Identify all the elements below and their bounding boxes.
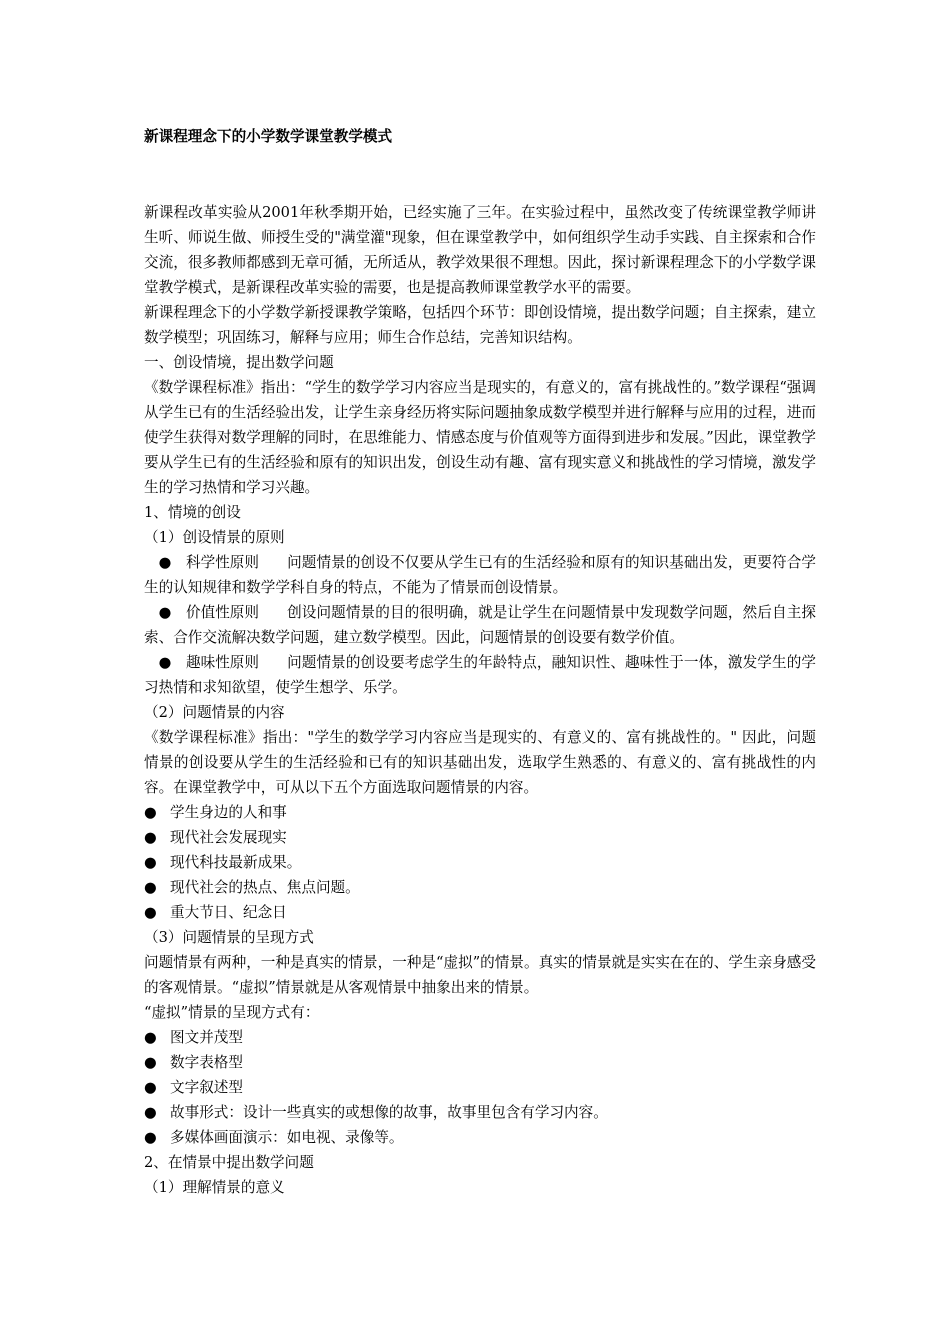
- subsection-heading: 1、情境的创设: [144, 504, 241, 521]
- bullet-icon: ●: [158, 604, 172, 621]
- virtual-intro: “虚拟”情景的呈现方式有：: [144, 1004, 320, 1021]
- list-item: ● 故事形式：设计一些真实的或想像的故事，故事里包含有学习内容。: [144, 1100, 816, 1125]
- bullet-icon: ●: [144, 1104, 157, 1121]
- document-title: 新课程理念下的小学数学课堂教学模式: [144, 128, 393, 145]
- intro-paragraph: 新课程改革实验从2001年秋季期开始，已经实施了三年。在实验过程中，虽然改变了传统课堂教学师讲生听、师说生做、师授生受的"满堂灌"现象，但在课堂教学中，如何组织学生动手实践、自主探索和合作交流，很多教师都感到无章可循，无所适从，教学效果很不理想。因此，探讨新课程理念下的小学数学课堂教学模式，是新课程改革实验的需要，也是提高教师课堂教学水平的需要。: [144, 204, 816, 296]
- sub-subsection-heading: （1）理解情景的意义: [144, 1179, 285, 1196]
- list-item: ● 现代科技最新成果。: [144, 850, 816, 875]
- principle-label: 趣味性原则: [186, 654, 259, 671]
- principle-text: 问题情景的创设不仅要从学生已有的生活经验和原有的知识基础出发，更要符合学生的认知规律和数学学科自身的特点，不能为了情景而创设情景。: [144, 554, 816, 596]
- list-item: ● 图文并茂型: [144, 1025, 816, 1050]
- bullet-icon: ●: [158, 654, 172, 671]
- document-body: [144, 200, 816, 1200]
- bullet-icon: ●: [158, 554, 172, 571]
- bullet-icon: ●: [144, 879, 157, 896]
- section-heading: 一、创设情境，提出数学问题: [144, 354, 334, 371]
- bullet-icon: ●: [144, 1129, 157, 1146]
- bullet-icon: ●: [144, 804, 157, 821]
- list-item: ● 文字叙述型: [144, 1075, 816, 1100]
- principle-item: [144, 600, 816, 650]
- bullet-icon: ●: [144, 829, 157, 846]
- list-item: ● 学生身边的人和事: [144, 800, 816, 825]
- principle-label: 价值性原则: [186, 604, 259, 621]
- principle-item: [144, 650, 816, 700]
- principle-label: 科学性原则: [186, 554, 259, 571]
- strategy-paragraph: 新课程理念下的小学数学新授课教学策略，包括四个环节：即创设情境，提出数学问题；自主探索，建立数学模型；巩固练习，解释与应用；师生合作总结，完善知识结构。: [144, 304, 816, 346]
- list-item: ● 现代社会发展现实: [144, 825, 816, 850]
- sub-subsection-heading: （1）创设情景的原则: [144, 529, 285, 546]
- content-paragraph: 《数学课程标准》指出："学生的数学学习内容应当是现实的、有意义的、富有挑战性的。" 因此，问题情景的创设要从学生的生活经验和已有的知识基础出发，选取学生熟悉的、有意义的、富有挑战性的内容。在课堂教学中，可从以下五个方面选取问题情景的内容。: [144, 729, 816, 796]
- bullet-icon: ●: [144, 904, 157, 921]
- principle-item: [144, 550, 816, 600]
- presentation-paragraph: 问题情景有两种，一种是真实的情景，一种是“虚拟”的情景。真实的情景就是实实在在的、学生亲身感受的客观情景。“虚拟”情景就是从客观情景中抽象出来的情景。: [144, 954, 816, 996]
- bullet-icon: ●: [144, 1054, 157, 1071]
- subsection-heading: 2、在情景中提出数学问题: [144, 1154, 314, 1171]
- list-item: ● 重大节日、纪念日: [144, 900, 816, 925]
- principle-text: 创设问题情景的目的很明确，就是让学生在问题情景中发现数学问题，然后自主探索、合作交流解决数学问题，建立数学模型。因此，问题情景的创设要有数学价值。: [144, 604, 816, 646]
- list-item: ● 多媒体画面演示：如电视、录像等。: [144, 1125, 816, 1150]
- bullet-icon: ●: [144, 1079, 157, 1096]
- bullet-icon: ●: [144, 854, 157, 871]
- list-item: ● 现代社会的热点、焦点问题。: [144, 875, 816, 900]
- principle-text: 问题情景的创设要考虑学生的年龄特点，融知识性、趣味性于一体，激发学生的学习热情和求知欲望，使学生想学、乐学。: [144, 654, 816, 696]
- list-item: ● 数字表格型: [144, 1050, 816, 1075]
- standard-paragraph: 《数学课程标准》指出：“学生的数学学习内容应当是现实的，有意义的，富有挑战性的。”数学课程“强调从学生已有的生活经验出发，让学生亲身经历将实际问题抽象成数学模型并进行解释与应用的过程，进而使学生获得对数学理解的同时，在思维能力、情感态度与价值观等方面得到进步和发展。”因此，课堂教学要从学生已有的生活经验和原有的知识出发，创设生动有趣、富有现实意义和挑战性的学习情境，激发学生的学习热情和学习兴趣。: [144, 379, 816, 496]
- bullet-icon: ●: [144, 1029, 157, 1046]
- sub-subsection-heading: （3）问题情景的呈现方式: [144, 929, 314, 946]
- sub-subsection-heading: （2）问题情景的内容: [144, 704, 285, 721]
